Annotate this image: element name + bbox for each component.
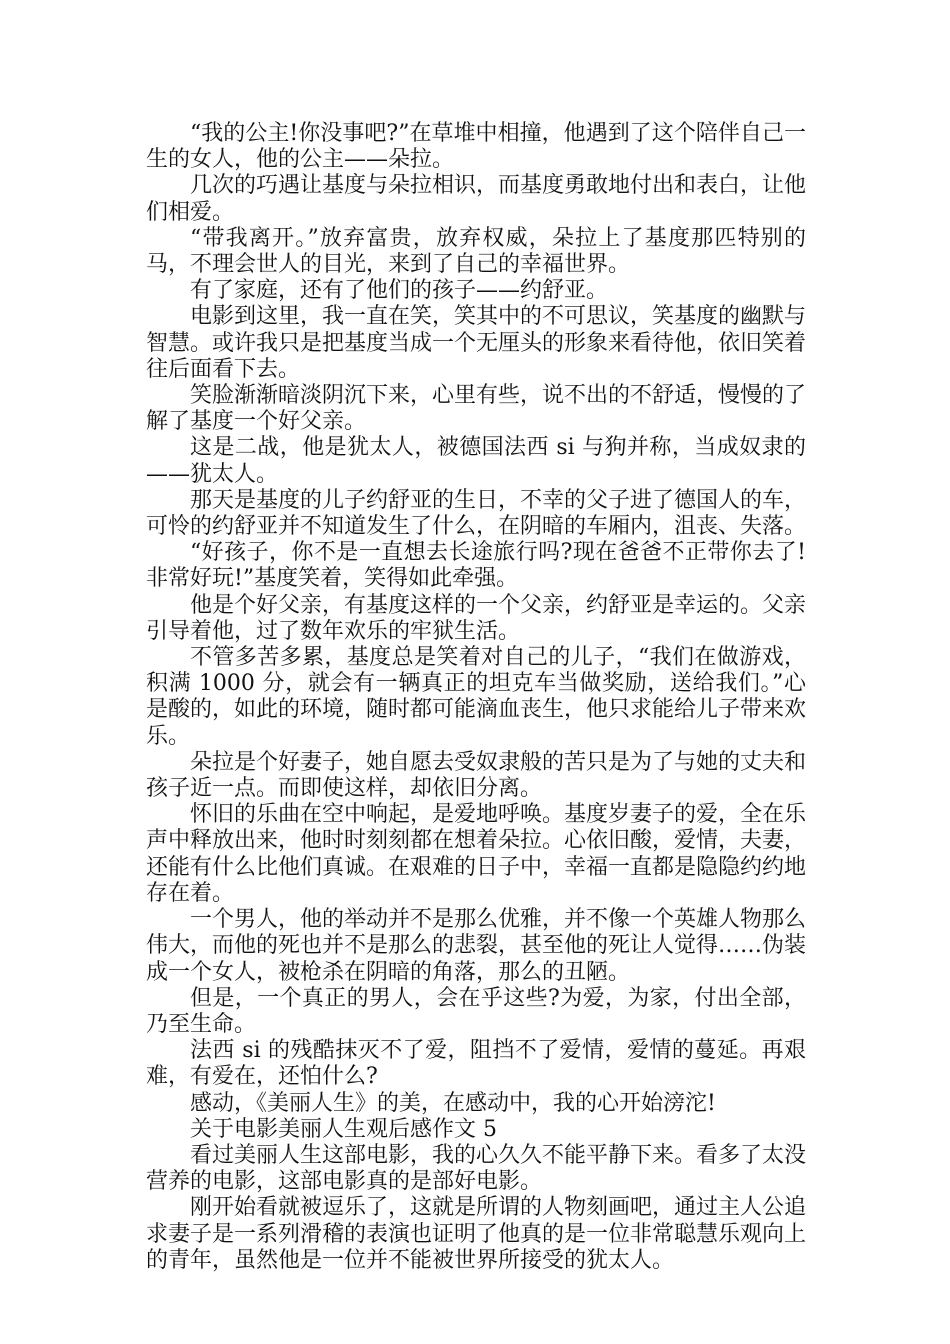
paragraph: 但是，一个真正的男人，会在乎这些?为爱，为家，付出全部，乃至生命。 bbox=[146, 985, 806, 1037]
paragraph: 不管多苦多累，基度总是笑着对自己的儿子，“我们在做游戏，积满 1000 分，就会有一辆真正的坦克车当做奖励，送给我们。”心是酸的，如此的环境，随时都可能滴血丧生，他只求能给儿子带来欢乐。 bbox=[146, 645, 807, 749]
paragraph: 看过美丽人生这部电影，我的心久久不能平静下来。看多了太没营养的电影，这部电影真的是部好电影。 bbox=[146, 1142, 807, 1195]
paragraph: 有了家庭，还有了他们的孩子——约舒亚。 bbox=[190, 278, 609, 304]
paragraph: 那天是基度的儿子约舒亚的生日，不幸的父子进了德国人的车，可怜的约舒亚并不知道发生了什么，在阴暗的车厢内，沮丧、失落。 bbox=[146, 487, 807, 540]
section-heading: 关于电影美丽人生观后感作文 5 bbox=[190, 1116, 497, 1142]
paragraph: “带我离开。”放弃富贵，放弃权威，朵拉上了基度那匹特别的马，不理会世人的目光，来到了自己的幸福世界。 bbox=[146, 225, 806, 278]
paragraph: 怀旧的乐曲在空中响起，是爱地呼唤。基度岁妻子的爱，全在乐声中释放出来，他时时刻刻都在想着朵拉。心依旧酸，爱情，夫妻，还能有什么比他们真诚。在艰难的日子中，幸福一直都是隐隐约约地存在着。 bbox=[146, 802, 807, 906]
paragraph: 感动，《美丽人生》的美，在感动中，我的心开始滂沱! bbox=[190, 1090, 716, 1116]
paragraph: 一个男人，他的举动并不是那么优雅，并不像一个英雄人物那么伟大，而他的死也并不是那么的悲裂，甚至他的死让人觉得……伪装成一个女人，被枪杀在阴暗的角落，那么的丑陋。 bbox=[146, 907, 807, 985]
paragraph: 这是二战，他是犹太人，被德国法西 si 与狗并称，当成奴隶的——犹太人。 bbox=[146, 435, 806, 487]
paragraph: 法西 si 的残酷抹灭不了爱，阻挡不了爱情，爱情的蔓延。再艰难，有爱在，还怕什么? bbox=[146, 1038, 806, 1090]
paragraph: “好孩子，你不是一直想去长途旅行吗?现在爸爸不正带你去了!非常好玩!”基度笑着，笑得如此牵强。 bbox=[146, 540, 806, 592]
paragraph: 电影到这里，我一直在笑，笑其中的不可思议，笑基度的幽默与智慧。或许我只是把基度当成一个无厘头的形象来看待他，依旧笑着往后面看下去。 bbox=[146, 304, 807, 382]
paragraph: 笑脸渐渐暗淡阴沉下来，心里有些，说不出的不舒适，慢慢的了解了基度一个好父亲。 bbox=[146, 383, 807, 435]
paragraph: 几次的巧遇让基度与朵拉相识，而基度勇敢地付出和表白，让他们相爱。 bbox=[146, 173, 807, 225]
paragraph: 朵拉是个好妻子，她自愿去受奴隶般的苦只是为了与她的丈夫和孩子近一点。而即使这样，却依旧分离。 bbox=[146, 749, 807, 802]
paragraph: “我的公主!你没事吧?”在草堆中相撞，他遇到了这个陪伴自己一生的女人，他的公主——朵拉。 bbox=[146, 121, 806, 173]
paragraph: 他是个好父亲，有基度这样的一个父亲，约舒亚是幸运的。父亲引导着他，过了数年欢乐的牢狱生活。 bbox=[146, 592, 807, 644]
document-body bbox=[146, 121, 806, 1274]
paragraph: 刚开始看就被逗乐了，这就是所谓的人物刻画吧，通过主人公追求妻子是一系列滑稽的表演也证明了他真的是一位非常聪慧乐观向上的青年，虽然他是一位并不能被世界所接受的犹太人。 bbox=[146, 1195, 807, 1273]
